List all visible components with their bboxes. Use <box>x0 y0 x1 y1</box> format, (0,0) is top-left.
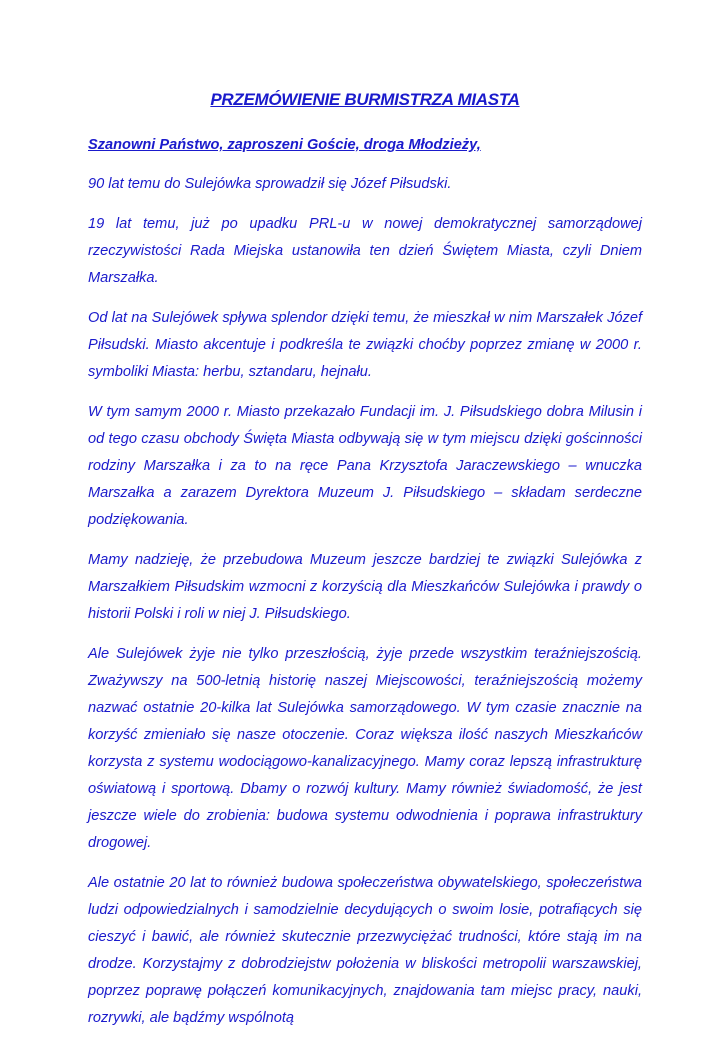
paragraph-1: 90 lat temu do Sulejówka sprowadził się Józef Piłsudski. <box>88 176 452 192</box>
page-title: PRZEMÓWIENIE BURMISTRZA MIASTA <box>210 90 520 109</box>
greeting-line: Szanowni Państwo, zaproszeni Goście, droga Młodzieży, <box>88 137 481 153</box>
paragraph-6: Ale Sulejówek żyje nie tylko przeszłością, żyje przede wszystkim teraźniejszością. Zważywszy na 500-letnią historię naszej Miejscowości, teraźniejszością możemy nazwać ostatnie 20-kilka lat Sulejówka samorządowego. W tym czasie znacznie na korzyść zmieniało się nasze otoczenie. Coraz większa ilość naszych Mieszkańców korzysta z systemu wodociągowo-kanalizacyjnego. Mamy coraz lepszą infrastrukturę oświatową i sportową. Dbamy o rozwój kultury. Mamy również świadomość, że jest jeszcze wiele do zrobienia: budowa systemu odwodnienia i poprawa infrastruktury drogowej. <box>88 646 642 851</box>
paragraph-2: 19 lat temu, już po upadku PRL-u w nowej demokratycznej samorządowej rzeczywistości Rada Miejska ustanowiła ten dzień Świętem Miasta, czyli Dniem Marszałka. <box>88 216 642 286</box>
paragraph-4: W tym samym 2000 r. Miasto przekazało Fundacji im. J. Piłsudskiego dobra Milusin i od tego czasu obchody Święta Miasta odbywają się w tym miejscu dzięki gościnności rodziny Marszałka i za to na ręce Pana Krzysztofa Jaraczewskiego – wnuczka Marszałka a zarazem Dyrektora Muzeum J. Piłsudskiego – składam serdeczne podziękowania. <box>88 404 642 528</box>
paragraph-7: Ale ostatnie 20 lat to również budowa społeczeństwa obywatelskiego, społeczeństwa ludzi odpowiedzialnych i samodzielnie decydujących o swoim losie, potrafiących się cieszyć i bawić, ale również skutecznie przezwyciężać trudności, które stają im na drodze. Korzystajmy z dobrodziejstw położenia w bliskości metropolii warszawskiej, poprzez poprawę połączeń komunikacyjnych, znajdowania tam miejsc pracy, nauki, rozrywki, ale bądźmy wspólnotą <box>88 875 642 1026</box>
paragraph-3: Od lat na Sulejówek spływa splendor dzięki temu, że mieszkał w nim Marszałek Józef Piłsudski. Miasto akcentuje i podkreśla te związki choćby poprzez zmianę w 2000 r. symboliki Miasta: herbu, sztandaru, hejnału. <box>88 310 642 380</box>
paragraph-5: Mamy nadzieję, że przebudowa Muzeum jeszcze bardziej te związki Sulejówka z Marszałkiem Piłsudskim wzmocni z korzyścią dla Mieszkańców Sulejówka i prawdy o historii Polski i roli w niej J. Piłsudskiego. <box>88 552 642 622</box>
document-body <box>88 88 642 1045</box>
